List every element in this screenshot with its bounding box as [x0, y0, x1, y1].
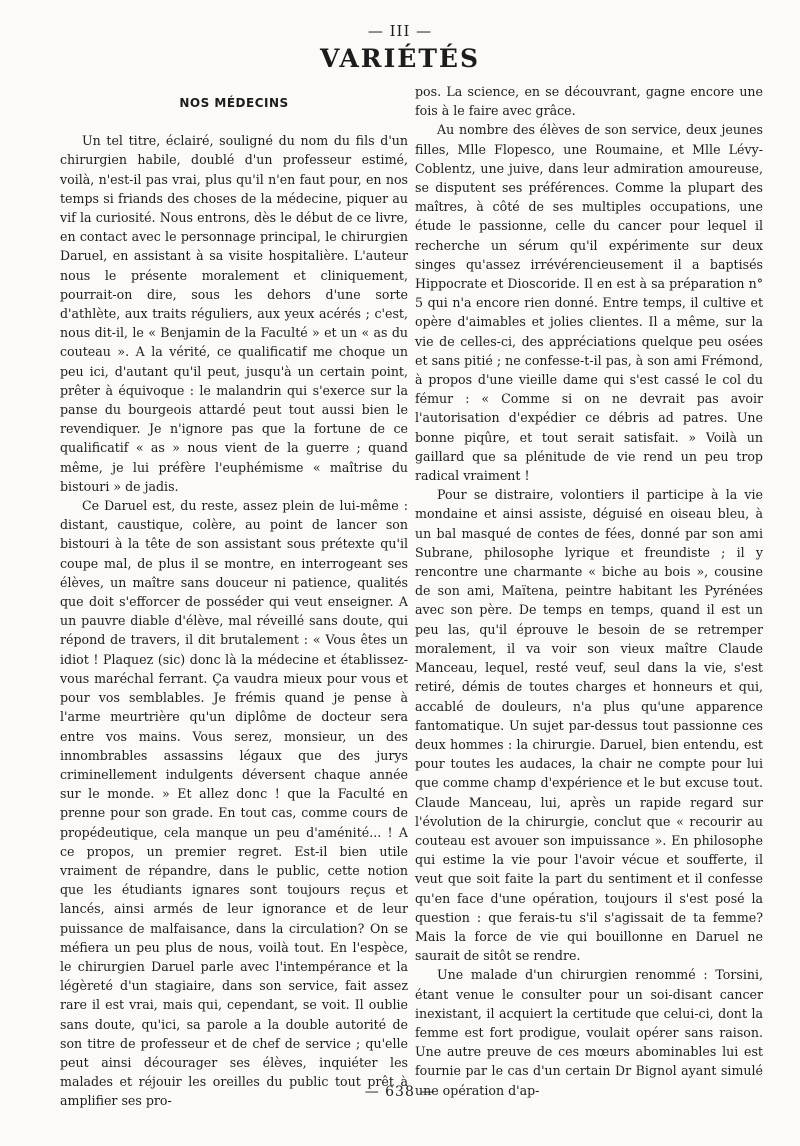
left-column	[60, 82, 408, 1111]
paragraph: Ce Daruel est, du reste, assez plein de lui-même : distant, caustique, colère, au point de lancer son bistouri à la tête de son assistant sous prétexte qu'il coupe mal, de plus il se montre, en interrogeant ses élèves, un maître sans douceur ni patience, qualités que doit s'efforcer de posséder qui veut enseigner. A un pauvre diable d'élève, mal réveillé sans doute, qui répond de travers, il dit brutalement : « Vous êtes un idiot ! Plaquez (sic) donc là la médecine et établissez-vous maréchal ferrant. Ça vaudra mieux pour vous et pour vos semblables. Je frémis quand je pense à l'arme meurtrière qu'un diplôme de docteur sera entre vos mains. Vous serez, monsieur, un des innombrables assassins légaux que des jurys criminellement indulgents déversent chaque année sur le monde. » Et allez donc ! que la Faculté en prenne pour son grade. En tout cas, comme cours de propédeutique, cela manque un peu d'aménité... ! A ce propos, un premier regret. Est-il bien utile vraiment de répandre, dans le public, cette notion que les étudiants ignares sont toujours reçus et lancés, ainsi armés de leur ignorance et de leur puissance de malfaisance, dans la circulation? On se méfiera un peu plus de nous, voilà tout. En l'espèce, le chirurgien Daruel parle avec l'intempérance et la légèreté d'un stagiaire, dans son service, fait assez rare il est vrai, mais qui, cependant, se voit. Il oublie sans doute, qu'ici, sa parole a la double autorité de son titre de professeur et de chef de service ; qu'elle peut ainsi décourager ses élèves, inquiéter les malades et réjouir les oreilles du public tout prêt à amplifier ses pro-	[60, 498, 408, 1109]
page-roman-numeral: — III —	[367, 22, 433, 40]
paragraph: Un tel titre, éclairé, souligné du nom du fils d'un chirurgien habile, doublé d'un professeur estimé, voilà, n'est-il pas vrai, plus qu'il n'en faut pour, en nos temps si friands des choses de la médecine, piquer au vif la curiosité. Nous entrons, dès le début de ce livre, en contact avec le personnage principal, le chirurgien Daruel, en assistant à sa visite hospitalière. L'auteur nous le présente moralement et cliniquement, pourrait-on dire, sous les dehors d'une sorte d'athlète, aux traits réguliers, aux yeux acérés ; c'est, nous dit-il, le « Benjamin de la Faculté » et un « as du couteau ». A la vérité, ce qualificatif me choque un peu ici, d'autant qu'il peut, jusqu'à un certain point, prêter à équivoque : le malandrin qui s'exerce sur la panse du bourgeois attardé peut tout aussi bien le revendiquer. Je n'ignore pas que la fortune de ce qualificatif « as » nous vient de la guerre ; quand même, je lui préfère l'euphémisme « maîtrise du bistouri » de jadis.	[60, 133, 408, 494]
paragraph: Pour se distraire, volontiers il participe à la vie mondaine et ainsi assiste, déguisé en oiseau bleu, à un bal masqué de contes de fées, donné par son ami Subrane, philosophe lyrique et freundiste ; il y rencontre une charmante « biche au bois », cousine de son ami, Maïtena, peintre habitant les Pyrénées avec son père. De temps en temps, quand il est un peu las, qu'il éprouve le besoin de se retremper moralement, il va voir son vieux maître Claude Manceau, lequel, resté veuf, seul dans la vie, s'est retiré, démis de toutes charges et honneurs et qui, accablé de douleurs, n'a plus qu'une apparence fantomatique. Un sujet par-dessus tout passionne ces deux hommes : la chirurgie. Daruel, bien entendu, est pour toutes les audaces, la chair ne compte pour lui que comme champ d'expérience et le but excuse tout. Claude Manceau, lui, après un rapide regard sur l'évolution de la chirurgie, conclut que « recourir au couteau est avouer son impuissance ». En philosophe qui estime la vie pour l'avoir vécue et soufferte, il veut que soit faite la part du sentiment et il confesse qu'en face d'une opération, toujours il s'est posé la question : que ferais-tu s'il s'agissait de ta femme? Mais la force de vie qui bouillonne en Daruel ne saurait de sitôt se rendre.	[415, 487, 763, 964]
paragraph: Au nombre des élèves de son service, deux jeunes filles, Mlle Flopesco, une Roumaine, et Mlle Lévy-Coblentz, une juive, dans leur admiration amoureuse, se disputent ses préférences. Comme la plupart des maîtres, à côté de ses multiples occupations, une étude le passionne, celle du cancer pour lequel il recherche un sérum qu'il expérimente sur deux singes qu'assez irrévérencieusement il a baptisés Hippocrate et Dioscoride. Il en est à sa préparation n° 5 qui n'a encore rien donné. Entre temps, il cultive et opère d'aimables et jolies clientes. Il a même, sur la vie de celles-ci, des appréciations quelque peu osées et sans pitié ; ne confesse-t-il pas, à son ami Frémond, à propos d'une vieille dame qui s'est cassé le col du fémur : « Comme si on ne devrait pas avoir l'autorisation d'expédier ce débris ad patres. Une bonne piqûre, et tout serait satisfait. » Voilà un gaillard que sa plénitude de vie rend un peu trop radical vraiment !	[415, 122, 763, 484]
paragraph-continued: pos. La science, en se découvrant, gagne encore une fois à le faire avec grâce.	[415, 84, 763, 119]
section-title: VARIÉTÉS	[319, 44, 481, 73]
right-column	[415, 82, 763, 1100]
article-title: NOS MÉDECINS	[179, 96, 289, 110]
paragraph: Une malade d'un chirurgien renommé : Torsini, étant venue le consulter pour un soi-disant cancer inexistant, il acquiert la certitude que celui-ci, dont la femme est fort prodigue, voulait opérer sans raison. Une autre preuve de ces mœurs abominables lui est fournie par le cas d'un certain Dr Bignol ayant simulé une opération d'ap-	[415, 967, 763, 1098]
page-number: — 638 —	[364, 1084, 436, 1100]
